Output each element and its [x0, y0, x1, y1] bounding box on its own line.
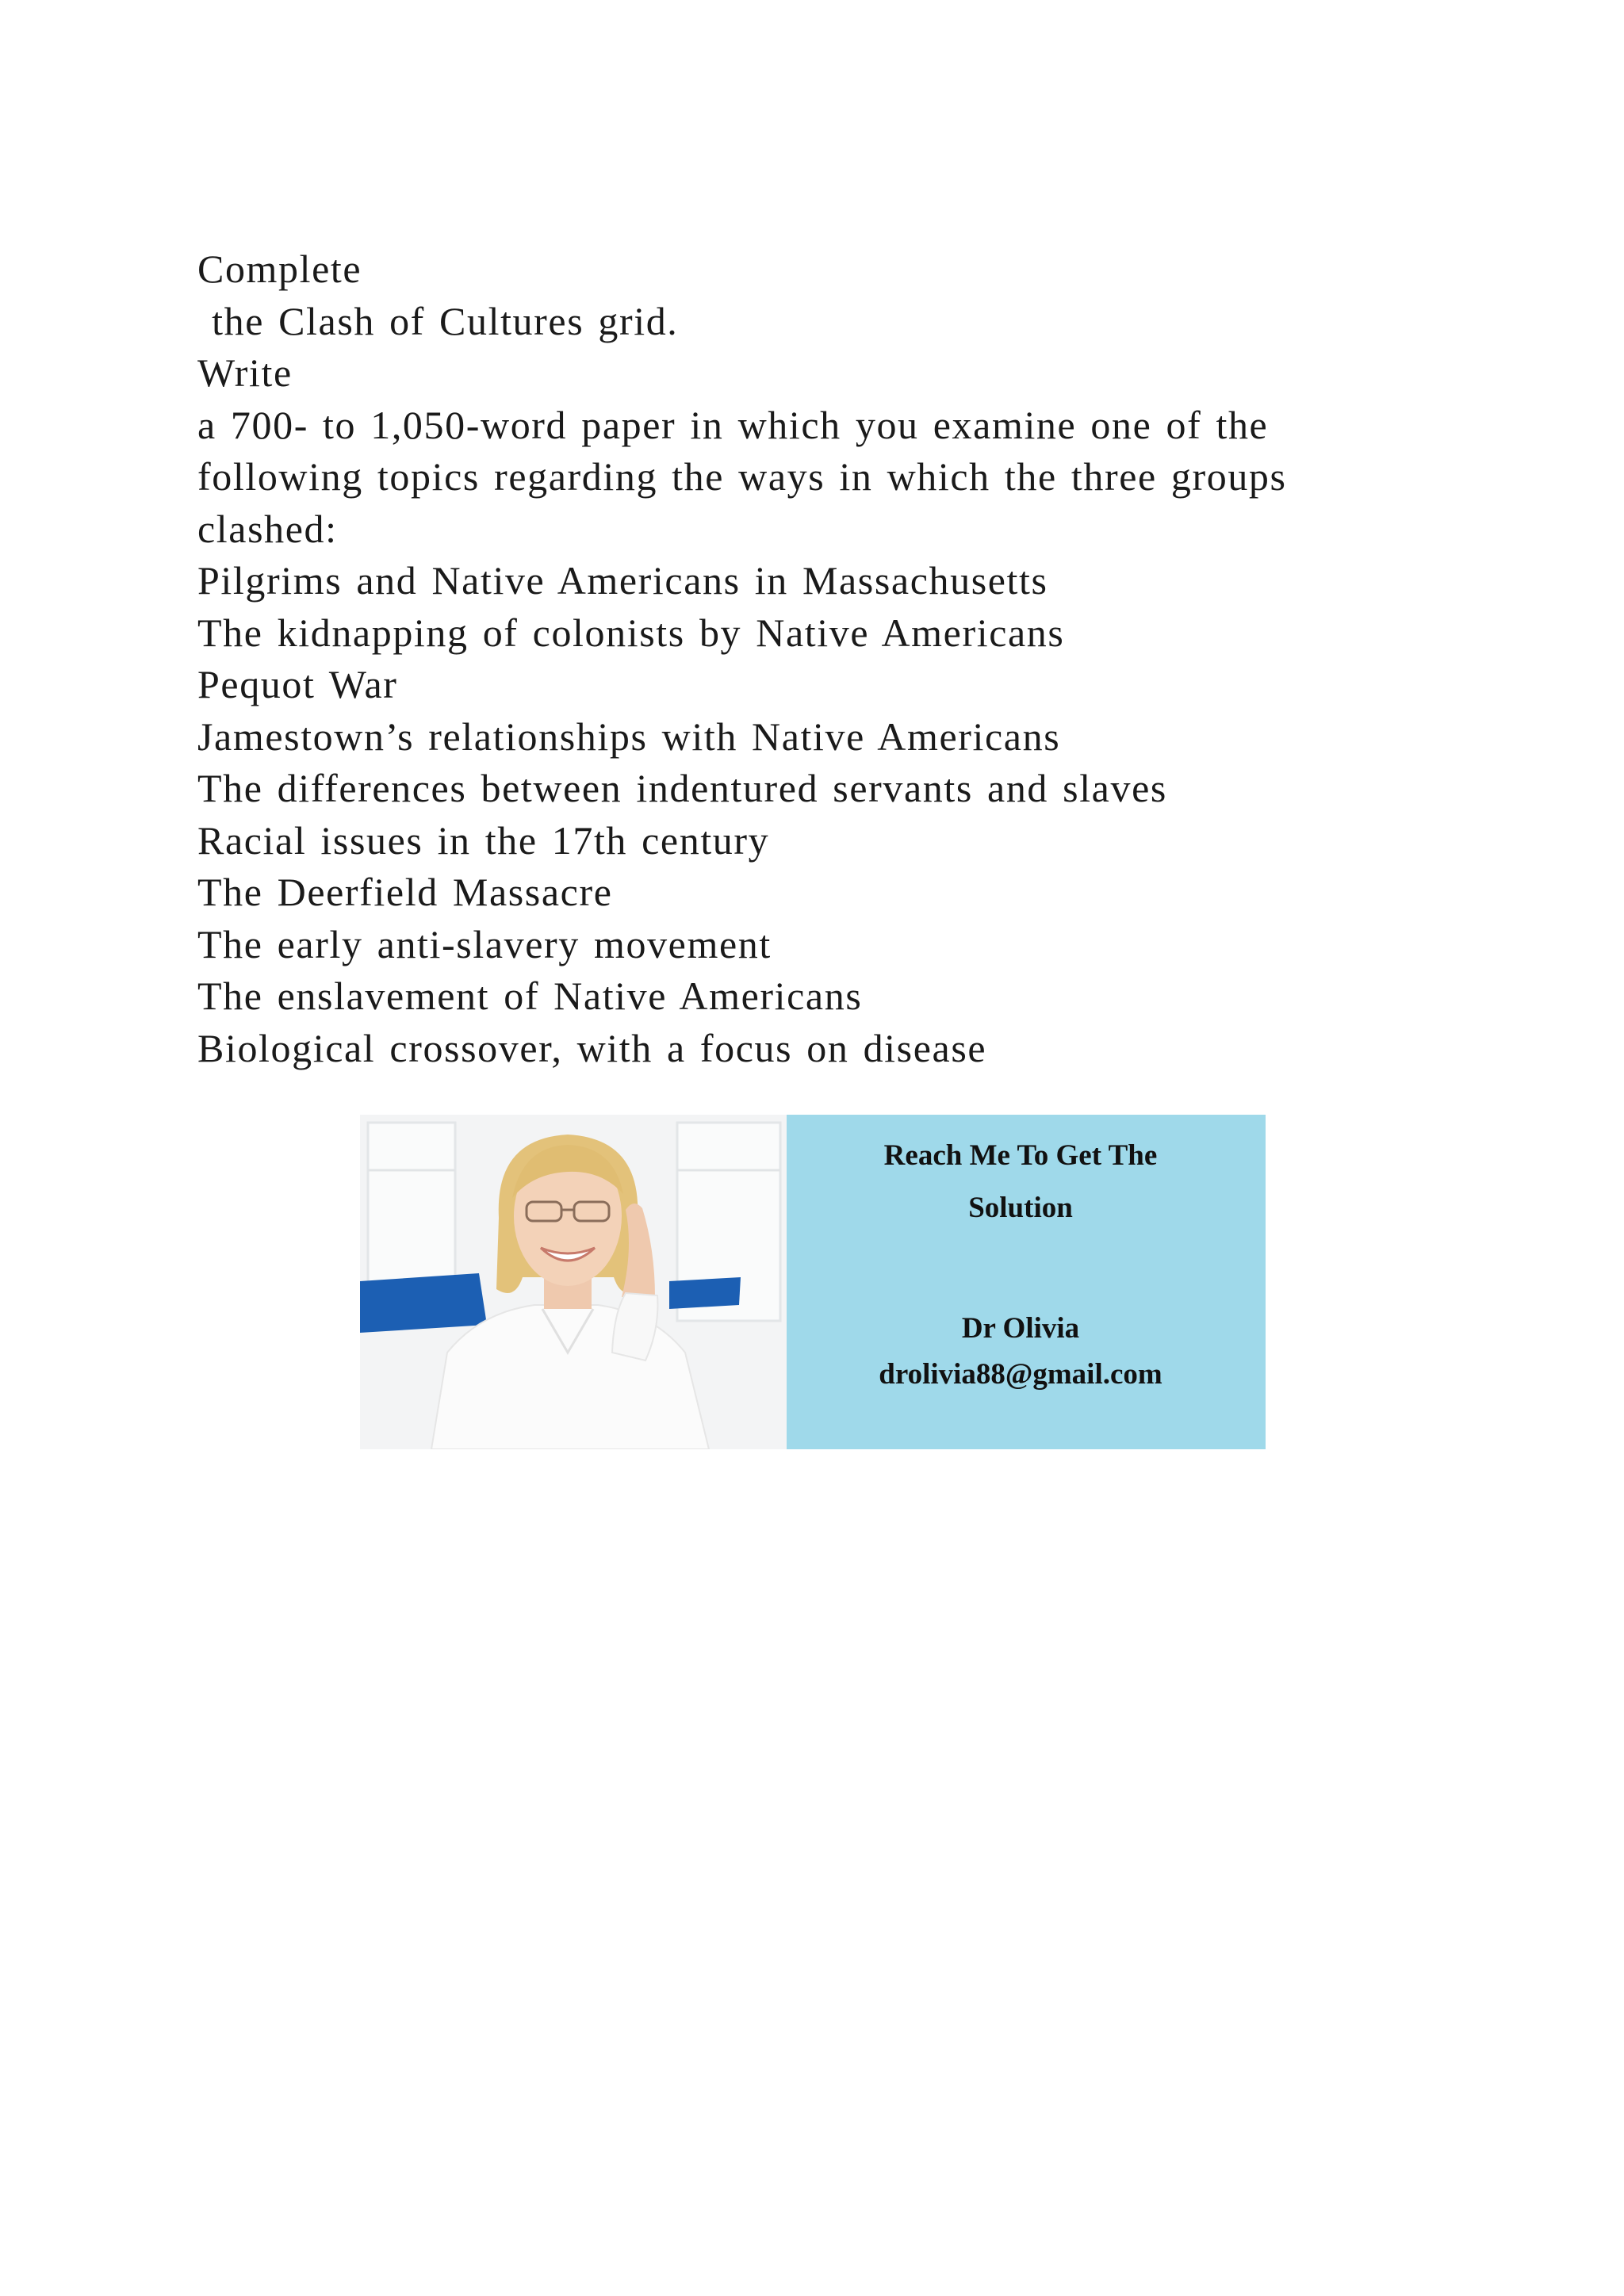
topic-item: Biological crossover, with a focus on disease: [197, 1025, 987, 1070]
contact-heading-line2: Solution: [968, 1192, 1073, 1224]
topic-item: The Deerfield Massacre: [197, 870, 613, 914]
document-body: [197, 243, 1530, 1074]
text-line: following topics regarding the ways in which the three groups: [197, 454, 1287, 499]
woman-photo: [360, 1115, 787, 1449]
text-line: Complete: [197, 247, 362, 291]
woman-portrait-image: [360, 1115, 787, 1449]
topic-item: Pilgrims and Native Americans in Massachusetts: [197, 558, 1048, 603]
contact-name: Dr Olivia: [961, 1312, 1080, 1345]
topic-item: Pequot War: [197, 662, 398, 706]
contact-banner: [360, 1115, 1266, 1449]
topic-item: The kidnapping of colonists by Native Americans: [197, 610, 1065, 655]
text-line: clashed:: [197, 506, 338, 551]
text-line: Write: [197, 350, 293, 395]
text-line: the Clash of Cultures grid.: [197, 298, 679, 343]
topic-item: The enslavement of Native Americans: [197, 974, 863, 1018]
topic-item: The early anti-slavery movement: [197, 921, 772, 966]
contact-info-panel: [787, 1115, 1266, 1449]
contact-email: drolivia88@gmail.com: [879, 1358, 1162, 1391]
contact-heading-line1: Reach Me To Get The: [883, 1139, 1158, 1172]
topic-item: The differences between indentured servants and slaves: [197, 766, 1167, 810]
text-line: a 700- to 1,050-word paper in which you examine one of the: [197, 402, 1269, 447]
topic-item: Jamestown’s relationships with Native Americans: [197, 714, 1061, 759]
topic-item: Racial issues in the 17th century: [197, 817, 770, 863]
